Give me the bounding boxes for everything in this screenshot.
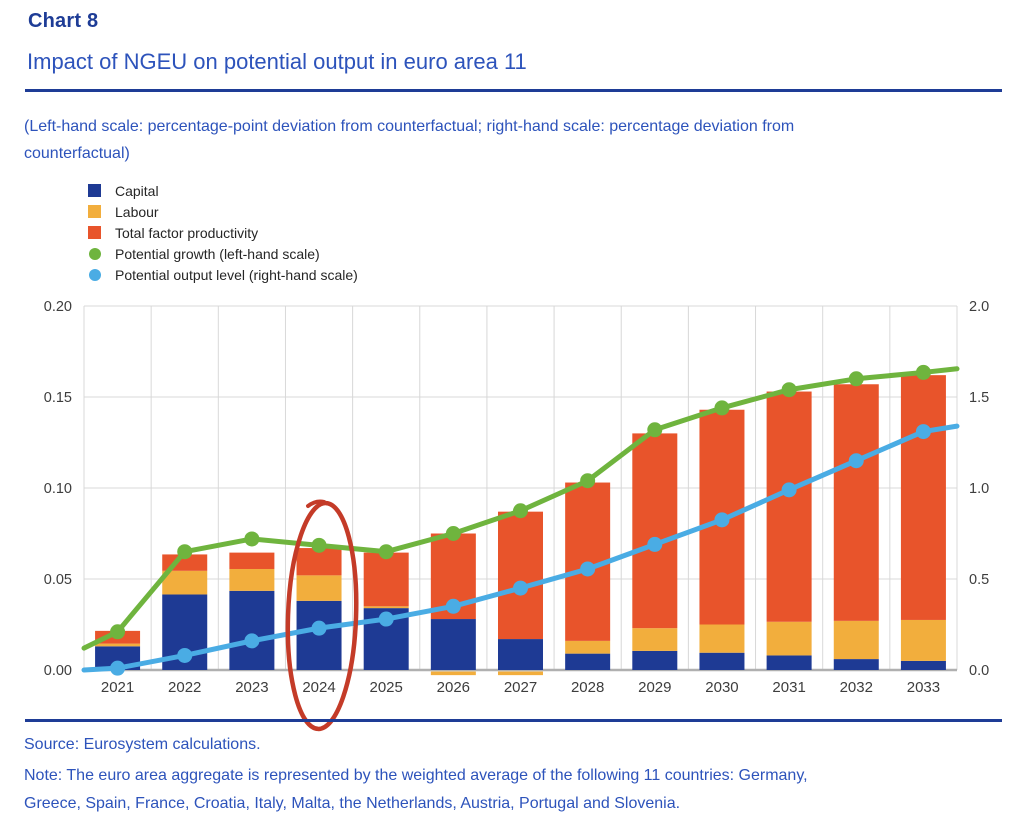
potential-output-point [916, 424, 931, 439]
bar-segment [632, 433, 677, 628]
bar-segment [632, 651, 677, 670]
bar-segment [565, 654, 610, 670]
x-axis-tick-label: 2030 [705, 679, 739, 696]
potential-growth-point [916, 365, 931, 380]
bar-segment [364, 606, 409, 608]
bar-segment [699, 625, 744, 653]
potential-output-point [513, 581, 528, 596]
bar-segment-negative [431, 672, 476, 676]
bar-segment [834, 659, 879, 670]
chart-title: Impact of NGEU on potential output in euro area 11 [27, 49, 527, 74]
x-axis-tick-label: 2027 [503, 679, 538, 696]
bar-segment [364, 553, 409, 607]
right-axis-tick-label: 1.5 [969, 390, 990, 406]
x-axis-tick-label: 2021 [100, 679, 135, 696]
note-text-line1: Note: The euro area aggregate is represented by the weighted average of the following 11 countries: Germany, [24, 767, 808, 784]
scale-note-line2: counterfactual) [24, 145, 130, 162]
bar-segment [498, 639, 543, 670]
scale-note-line1: (Left-hand scale: percentage-point deviation from counterfactual; right-hand scale: percentage deviation from [24, 118, 795, 135]
potential-growth-point [177, 544, 192, 559]
bar-segment [229, 569, 274, 591]
potential-output-point [580, 561, 595, 576]
bar-segment [767, 655, 812, 670]
right-axis-tick-label: 1.0 [969, 481, 990, 497]
x-axis-tick-label: 2033 [906, 679, 941, 696]
bar-segment [767, 622, 812, 656]
left-axis-tick-label: 0.00 [43, 663, 72, 679]
potential-output-point [312, 621, 327, 636]
potential-output-point [647, 537, 662, 552]
potential-output-point [849, 453, 864, 468]
potential-growth-point [849, 371, 864, 386]
bar-segment [901, 375, 946, 620]
potential-growth-point [312, 538, 327, 553]
bar-segment [699, 653, 744, 670]
potential-growth-point [110, 624, 125, 639]
chart-number-heading: Chart 8 [28, 10, 99, 32]
legend-label: Potential growth (left-hand scale) [115, 245, 320, 262]
bottom-divider-rule [25, 719, 1002, 722]
x-axis-tick-label: 2028 [570, 679, 605, 696]
bar-segment [834, 384, 879, 621]
x-axis-tick-label: 2031 [772, 679, 806, 696]
potential-growth-point [379, 544, 394, 559]
potential-growth-point [580, 473, 595, 488]
potential-output-point [782, 482, 797, 497]
potential-growth-point [714, 400, 729, 415]
legend-label: Labour [115, 203, 159, 220]
left-axis-tick-label: 0.20 [43, 299, 72, 315]
bar-segment [498, 512, 543, 639]
bar-segment [297, 575, 342, 600]
x-axis-tick-label: 2032 [839, 679, 873, 696]
bar-segment [834, 621, 879, 659]
right-axis-tick-label: 2.0 [969, 299, 990, 315]
legend-label: Potential output level (right-hand scale) [115, 266, 358, 283]
x-axis-tick-label: 2026 [436, 679, 471, 696]
bar-segment [431, 619, 476, 670]
potential-growth-point [513, 503, 528, 518]
potential-growth-point [446, 526, 461, 541]
potential-output-point [446, 599, 461, 614]
x-axis-tick-label: 2024 [302, 679, 336, 696]
x-axis-tick-label: 2023 [235, 679, 269, 696]
bar-segment-negative [498, 672, 543, 676]
potential-output-point [244, 633, 259, 648]
bar-segment [95, 644, 140, 647]
bar-segment [229, 591, 274, 670]
potential-output-point [110, 661, 125, 676]
bar-segment [901, 661, 946, 670]
x-axis-tick-label: 2022 [168, 679, 202, 696]
potential-growth-point [647, 422, 662, 437]
x-axis-tick-label: 2029 [638, 679, 672, 696]
bar-segment [767, 392, 812, 622]
source-text: Source: Eurosystem calculations. [24, 736, 261, 753]
left-axis-tick-label: 0.15 [43, 390, 72, 406]
right-axis-tick-label: 0.0 [969, 663, 990, 679]
bar-segment [632, 628, 677, 651]
bar-segment [901, 620, 946, 661]
note-text-line2: Greece, Spain, France, Croatia, Italy, Malta, the Netherlands, Austria, Portugal and Slovenia. [24, 795, 681, 812]
potential-growth-point [782, 382, 797, 397]
potential-output-point [177, 648, 192, 663]
potential-growth-point [244, 531, 259, 546]
left-axis-tick-label: 0.10 [43, 481, 72, 497]
bar-segment [565, 641, 610, 654]
potential-output-point [714, 512, 729, 527]
potential-output-point [379, 612, 394, 627]
x-axis-tick-label: 2025 [369, 679, 403, 696]
left-axis-tick-label: 0.05 [43, 572, 72, 588]
right-axis-tick-label: 0.5 [969, 572, 990, 588]
legend-label: Total factor productivity [115, 224, 259, 241]
legend-label: Capital [115, 182, 159, 199]
bar-segment [229, 553, 274, 569]
